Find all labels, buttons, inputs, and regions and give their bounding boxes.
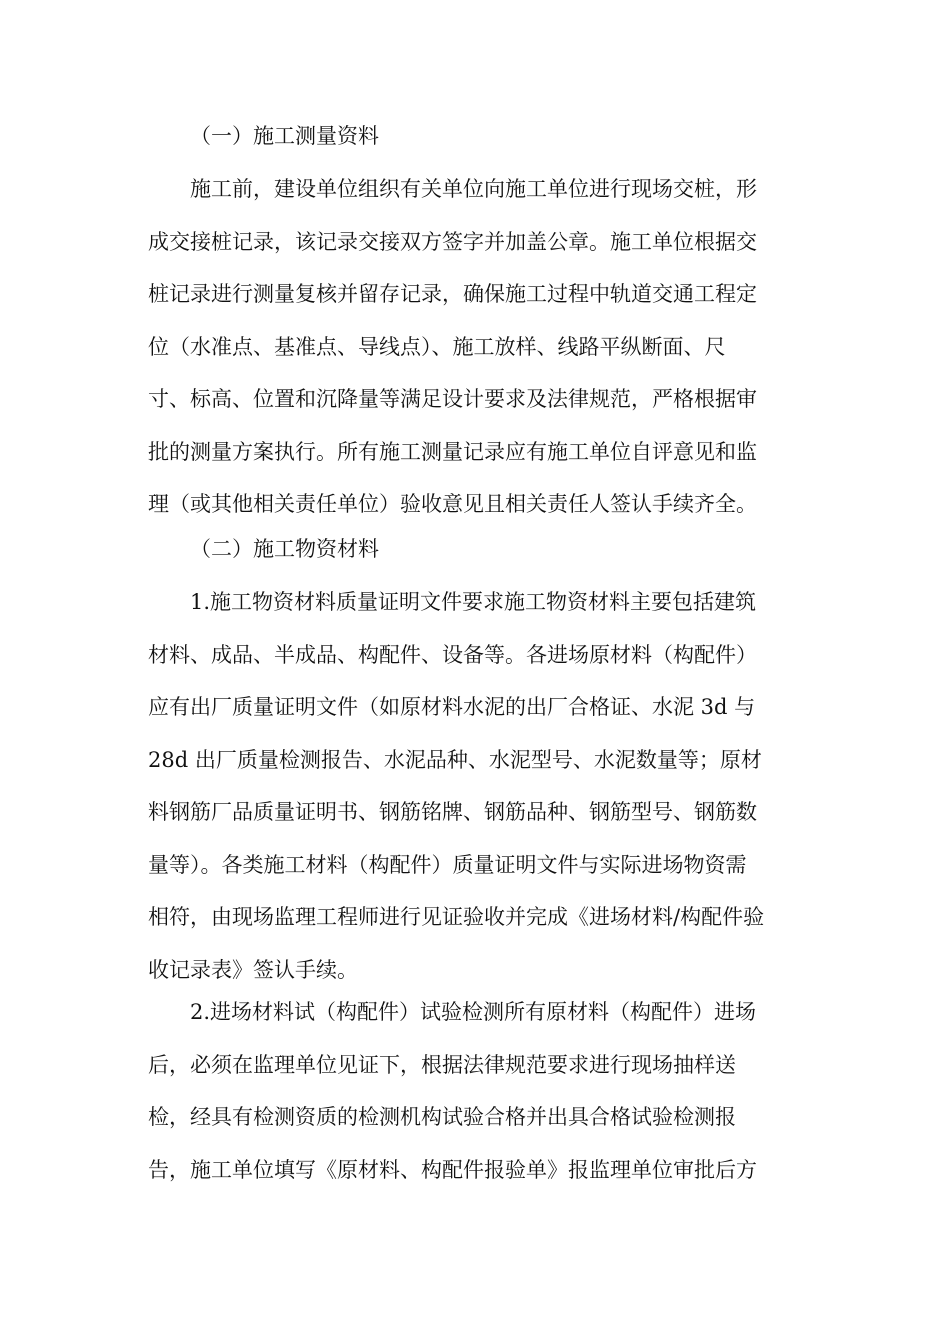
paragraph-line: 成交接桩记录，该记录交接双方签字并加盖公章。施工单位根据交	[148, 229, 757, 254]
paragraph-line: 寸、标高、位置和沉降量等满足设计要求及法律规范，严格根据审	[148, 387, 757, 411]
paragraph-line: 告，施工单位填写《原材料、构配件报验单》报监理单位审批后方	[148, 1157, 757, 1182]
paragraph-line: 量等）。各类施工材料（构配件）质量证明文件与实际进场物资需	[148, 852, 747, 877]
paragraph-line: 28d 出厂质量检测报告、水泥品种、水泥型号、水泥数量等；原材	[148, 747, 762, 772]
heading-text: （一）施工测量资料	[190, 124, 379, 148]
paragraph-line: 检，经具有检测资质的检测机构试验合格并出具合格试验检测报	[148, 1105, 736, 1129]
paragraph-line: 理（或其他相关责任单位）验收意见且相关责任人签认手续齐全。	[148, 492, 757, 516]
paragraph-line: 应有出厂质量证明文件（如原材料水泥的出厂合格证、水泥 3d 与	[148, 695, 756, 719]
paragraph-line: 批的测量方案执行。所有施工测量记录应有施工单位自评意见和监	[148, 439, 757, 464]
section-heading-1	[148, 110, 804, 163]
section-heading-2	[148, 523, 804, 576]
paragraph-line: 桩记录进行测量复核并留存记录，确保施工过程中轨道交通工程定	[148, 282, 757, 306]
heading-text: （二）施工物资材料	[190, 537, 379, 561]
paragraph-line: 料钢筋厂品质量证明书、钢筋铭牌、钢筋品种、钢筋型号、钢筋数	[148, 800, 757, 824]
section-2-item-1	[148, 576, 804, 996]
paragraph-line: 位（水准点、基准点、导线点）、施工放样、线路平纵断面、尺	[148, 334, 726, 359]
section-2-item-2	[148, 986, 804, 1196]
paragraph-line: 收记录表》签认手续。	[148, 957, 358, 982]
paragraph-line: 相符，由现场监理工程师进行见证验收并完成《进场材料/构配件验	[148, 905, 765, 929]
paragraph-line: 施工前，建设单位组织有关单位向施工单位进行现场交桩，形	[190, 177, 757, 201]
paragraph-line: 材料、成品、半成品、构配件、设备等。各进场原材料（构配件）	[148, 642, 757, 667]
section-1-paragraph	[148, 163, 804, 531]
paragraph-line: 2.进场材料试（构配件）试验检测所有原材料（构配件）进场	[190, 1000, 757, 1024]
paragraph-line: 1.施工物资材料质量证明文件要求施工物资材料主要包括建筑	[190, 590, 757, 614]
paragraph-line: 后，必须在监理单位见证下，根据法律规范要求进行现场抽样送	[148, 1052, 736, 1077]
